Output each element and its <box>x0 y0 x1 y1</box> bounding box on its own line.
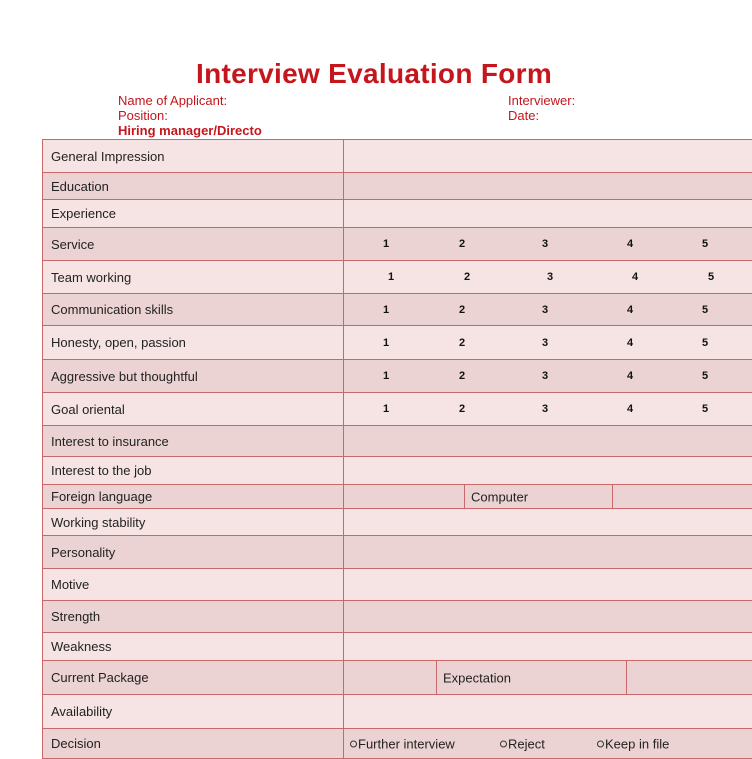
expectation-label: Expectation <box>443 670 511 685</box>
date-label: Date: <box>508 108 540 123</box>
rating-option[interactable]: 2 <box>458 336 466 349</box>
evaluation-table <box>42 139 752 759</box>
motive-field[interactable] <box>344 569 752 600</box>
row-label: Honesty, open, passion <box>42 326 344 359</box>
row-label: Experience <box>42 200 344 227</box>
rating-option[interactable]: 5 <box>701 370 709 382</box>
rating-option[interactable]: 2 <box>458 303 466 316</box>
rating-option[interactable]: 3 <box>541 303 549 316</box>
cell-divider <box>612 485 613 508</box>
option-further-interview[interactable] <box>350 736 455 751</box>
row-label: Working stability <box>42 509 344 535</box>
position-label: Position: <box>118 108 168 123</box>
rating-option[interactable]: 5 <box>701 403 709 415</box>
form-title: Interview Evaluation Form <box>196 58 553 89</box>
experience-field[interactable] <box>344 200 752 227</box>
rating-option[interactable]: 3 <box>541 403 549 415</box>
row-label: Weakness <box>42 633 344 660</box>
rating-option[interactable]: 5 <box>701 336 709 349</box>
row-current-package <box>42 661 752 695</box>
honesty-rating <box>344 326 752 359</box>
row-general-impression <box>42 140 752 173</box>
working-stability-field[interactable] <box>344 509 752 535</box>
rating-option[interactable]: 2 <box>458 238 466 250</box>
rating-option[interactable]: 4 <box>626 303 634 316</box>
weakness-field[interactable] <box>344 633 752 660</box>
row-label: Service <box>42 228 344 260</box>
option-keep-in-file[interactable] <box>597 736 669 751</box>
row-label: General Impression <box>42 140 344 172</box>
row-label: Foreign language <box>42 485 344 508</box>
row-label: Personality <box>42 536 344 568</box>
row-interest-job <box>42 457 752 485</box>
rating-option[interactable]: 1 <box>387 271 395 283</box>
row-service <box>42 228 752 261</box>
option-reject[interactable] <box>500 736 545 751</box>
row-label: Current Package <box>42 661 344 694</box>
interest-job-field[interactable] <box>344 457 752 484</box>
option-label: Further interview <box>358 736 455 751</box>
current-package-field[interactable] <box>344 661 752 694</box>
rating-option[interactable]: 5 <box>701 238 709 250</box>
row-label: Interest to the job <box>42 457 344 484</box>
radio-circle-icon <box>500 740 507 747</box>
cell-divider <box>464 485 465 508</box>
row-goal-oriental <box>42 393 752 426</box>
strength-field[interactable] <box>344 601 752 632</box>
radio-circle-icon <box>350 740 357 747</box>
row-team-working <box>42 261 752 294</box>
row-label: Strength <box>42 601 344 632</box>
cell-divider <box>436 661 437 694</box>
row-communication-skills <box>42 294 752 326</box>
rating-option[interactable]: 1 <box>382 303 390 316</box>
row-label: Aggressive but thoughtful <box>42 360 344 392</box>
row-experience <box>42 200 752 228</box>
rating-option[interactable]: 3 <box>541 370 549 382</box>
availability-field[interactable] <box>344 695 752 728</box>
rating-option[interactable]: 5 <box>707 271 715 283</box>
decision-options <box>344 729 752 758</box>
general-impression-field[interactable] <box>344 140 752 172</box>
row-decision <box>42 729 752 759</box>
rating-option[interactable]: 5 <box>701 303 709 316</box>
computer-label: Computer <box>471 489 529 504</box>
row-honesty <box>42 326 752 360</box>
cell-divider <box>626 661 627 694</box>
row-working-stability <box>42 509 752 536</box>
rating-option[interactable]: 3 <box>541 336 549 349</box>
rating-option[interactable]: 4 <box>626 336 634 349</box>
row-interest-insurance <box>42 426 752 457</box>
education-field[interactable] <box>344 173 752 199</box>
rating-option[interactable]: 3 <box>541 238 549 250</box>
row-label: Interest to insurance <box>42 426 344 456</box>
row-weakness <box>42 633 752 661</box>
rating-option[interactable]: 1 <box>382 403 390 415</box>
interviewer-label: Interviewer: <box>508 93 576 108</box>
radio-circle-icon <box>597 740 604 747</box>
rating-option[interactable]: 2 <box>458 370 466 382</box>
hiring-manager-label: Hiring manager/Directo <box>118 123 262 138</box>
row-label: Decision <box>42 729 344 758</box>
rating-option[interactable]: 4 <box>626 403 634 415</box>
row-label: Availability <box>42 695 344 728</box>
option-label: Keep in file <box>605 736 670 751</box>
row-strength <box>42 601 752 633</box>
applicant-name-label: Name of Applicant: <box>118 93 228 108</box>
interest-insurance-field[interactable] <box>344 426 752 456</box>
personality-field[interactable] <box>344 536 752 568</box>
rating-option[interactable]: 4 <box>626 370 634 382</box>
communication-skills-rating <box>344 294 752 325</box>
goal-oriental-rating <box>344 393 752 425</box>
row-label: Communication skills <box>42 294 344 325</box>
foreign-language-field[interactable] <box>344 485 752 508</box>
row-personality <box>42 536 752 569</box>
row-education <box>42 173 752 200</box>
rating-option[interactable]: 2 <box>458 403 466 415</box>
rating-option[interactable]: 1 <box>382 336 390 349</box>
row-label: Motive <box>42 569 344 600</box>
team-working-rating <box>344 261 752 293</box>
rating-option[interactable]: 1 <box>382 370 390 382</box>
rating-option[interactable]: 4 <box>626 238 634 250</box>
row-label: Education <box>42 173 344 199</box>
rating-option[interactable]: 4 <box>631 271 639 283</box>
rating-option[interactable]: 2 <box>463 271 471 283</box>
aggressive-rating <box>344 360 752 392</box>
row-label: Team working <box>42 261 344 293</box>
rating-option[interactable]: 1 <box>382 238 390 250</box>
service-rating <box>344 228 752 260</box>
option-label: Reject <box>508 736 545 751</box>
row-motive <box>42 569 752 601</box>
rating-option[interactable]: 3 <box>546 271 554 283</box>
row-foreign-language <box>42 485 752 509</box>
row-availability <box>42 695 752 729</box>
row-label: Goal oriental <box>42 393 344 425</box>
row-aggressive <box>42 360 752 393</box>
